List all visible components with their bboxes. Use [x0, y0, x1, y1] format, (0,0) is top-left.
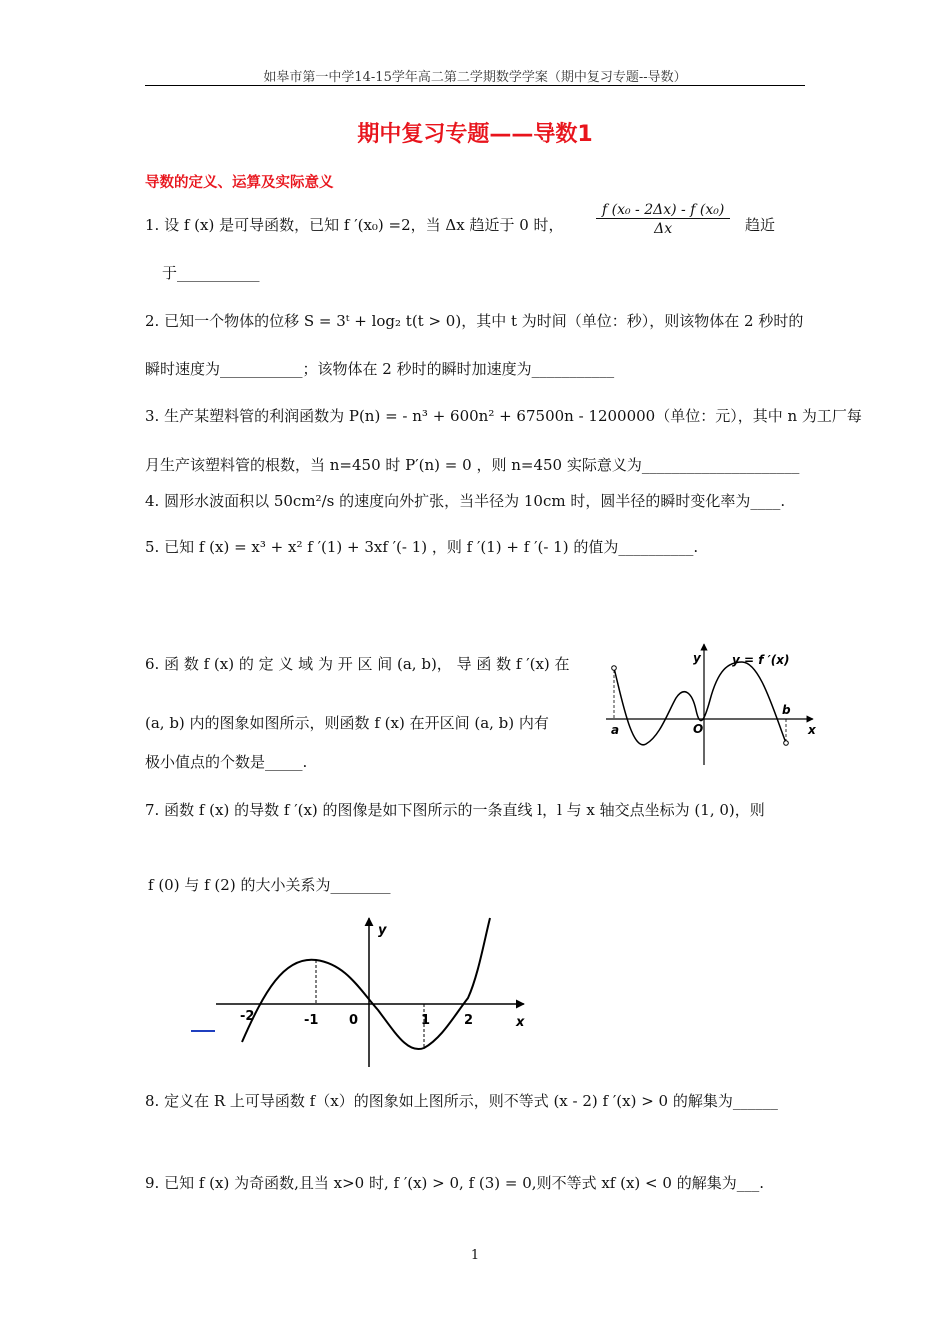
question-1-line-2: 于___________: [162, 264, 260, 282]
question-7-line-1: 7. 函数 f (x) 的导数 f ′(x) 的图像是如下图所示的一条直线 l，l 与 x 轴交点坐标为 (1, 0)，则: [145, 801, 765, 819]
open-endpoint-b: [784, 741, 789, 746]
question-5-line-1: 5. 已知 f (x) = x³ + x² f ′(1) + 3xf ′(- 1) ，则 f ′(1) + f ′(- 1) 的值为__________.: [145, 538, 699, 556]
page-number: 1: [470, 1248, 480, 1263]
question-8-line-1: 8. 定义在 R 上可导函数 f（x）的图象如上图所示，则不等式 (x - 2) f ′(x) > 0 的解集为______: [145, 1092, 778, 1110]
question-1-fraction-denominator: Δx: [654, 221, 673, 237]
question-6-line-3: 极小值点的个数是_____.: [145, 753, 308, 771]
graph2-tick-one: 1: [421, 1013, 431, 1028]
question-7-line-2: f (0) 与 f (2) 的大小关系为________: [148, 876, 391, 894]
graph2-tick-two: 2: [464, 1013, 474, 1028]
graph2-tick-zero: 0: [349, 1013, 359, 1028]
question-3-line-1: 3. 生产某塑料管的利润函数为 P(n) = - n³ + 600n² + 67500n - 1200000（单位：元），其中 n 为工厂每: [145, 407, 862, 425]
derivative-graph: [598, 640, 823, 770]
graph1-a-label: a: [611, 723, 620, 737]
question-2-line-1: 2. 已知一个物体的位移 S = 3ᵗ + log₂ t(t > 0)，其中 t 为时间（单位：秒），则该物体在 2 秒时的: [145, 312, 804, 330]
graph2-y-label: y: [378, 923, 387, 938]
graph1-y-label: y: [693, 651, 701, 665]
question-4-line-1: 4. 圆形水波面积以 50cm²/s 的速度向外扩张，当半径为 10cm 时，圆半径的瞬时变化率为____.: [145, 492, 786, 510]
question-3-line-2: 月生产该塑料管的根数，当 n=450 时 P′(n) = 0 ，则 n=450 实际意义为_____________________: [145, 456, 800, 474]
graph2-x-label: x: [516, 1015, 525, 1030]
section-title: 导数的定义、运算及实际意义: [145, 175, 334, 191]
question-9-line-1: 9. 已知 f (x) 为奇函数,且当 x>0 时, f ′(x) > 0, f (3) = 0,则不等式 xf (x) < 0 的解集为___.: [145, 1174, 764, 1192]
open-endpoint-a: [612, 666, 617, 671]
function-curve: [242, 918, 490, 1049]
graph2-tick-minus-two: -2: [240, 1009, 255, 1024]
graph2-tick-minus-one: -1: [304, 1013, 319, 1028]
page-header: 如皋市第一中学14-15学年高二第二学期数学学案（期中复习专题--导数）: [263, 70, 687, 85]
function-graph: [212, 912, 532, 1072]
question-6-line-1: 6. 函 数 f (x) 的 定 义 域 为 开 区 间 (a, b)， 导 函 数 f ′(x) 在: [145, 655, 570, 673]
graph1-x-label: x: [808, 723, 816, 737]
graph1-origin-label: O: [693, 722, 704, 736]
question-1-line-1: 1. 设 f (x) 是可导函数，已知 f ′(x₀) =2，当 Δx 趋近于 0 时，: [145, 216, 564, 234]
question-1-fraction-numerator: f (x₀ - 2Δx) - f (x₀): [596, 202, 730, 219]
blue-mark: [191, 1030, 215, 1032]
question-1-fraction: [596, 202, 730, 237]
graph1-curve-label: y = f ′(x): [732, 653, 790, 667]
question-2-line-2: 瞬时速度为___________；该物体在 2 秒时的瞬时加速度为___________: [145, 360, 615, 378]
header-rule: [145, 85, 805, 86]
question-1-after: 趋近: [745, 216, 776, 234]
question-6-line-2: (a, b) 内的图象如图所示，则函数 f (x) 在开区间 (a, b) 内有: [145, 714, 549, 732]
page-title: 期中复习专题——导数1: [357, 122, 593, 147]
graph1-b-label: b: [782, 703, 791, 717]
